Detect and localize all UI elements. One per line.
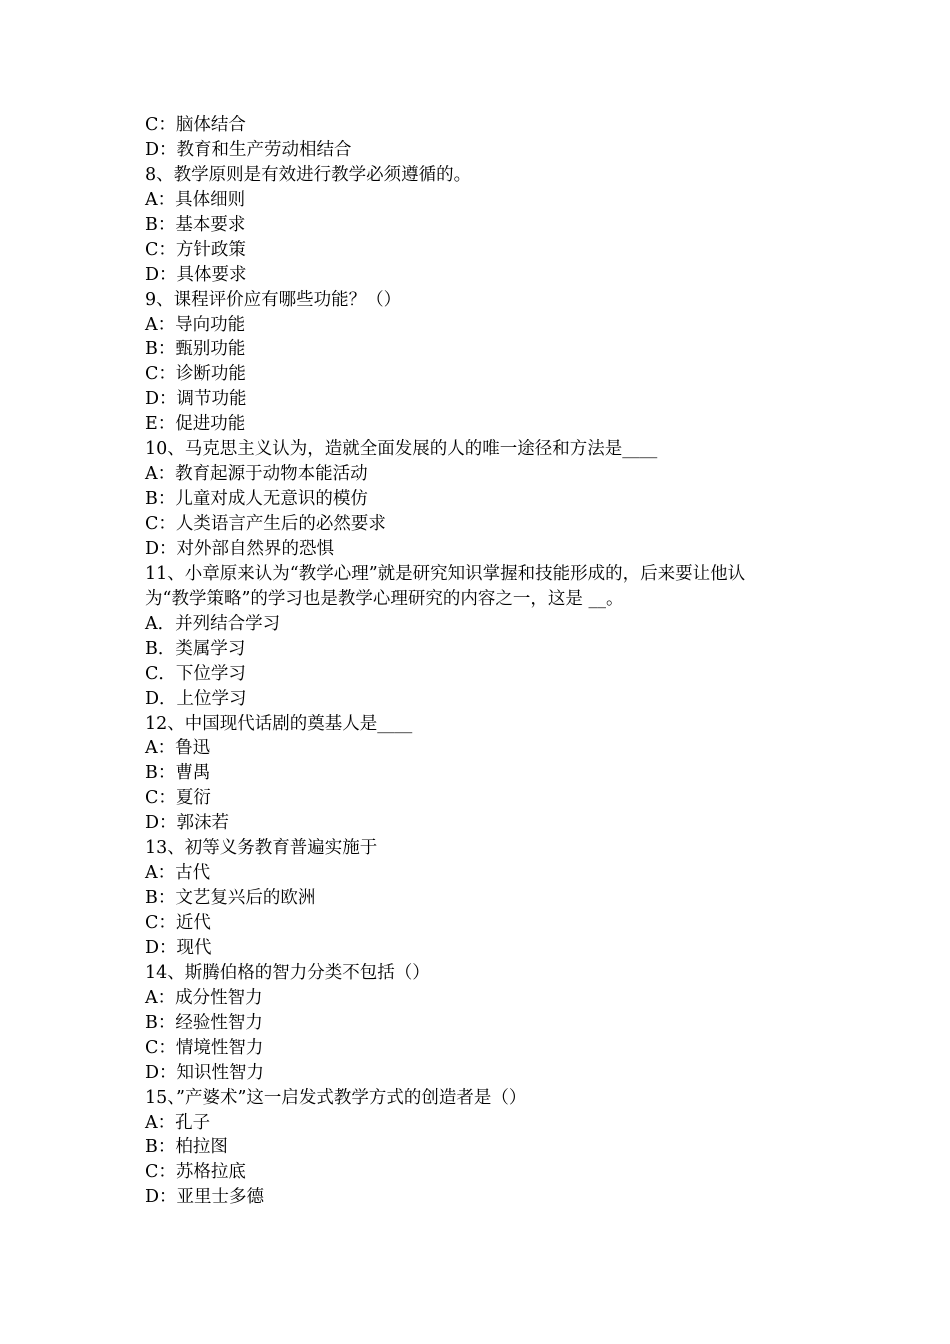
option-line: D：调节功能 (145, 389, 247, 410)
option-line: B：经验性智力 (145, 1012, 263, 1033)
option-line: D：知识性智力 (145, 1062, 265, 1083)
option-line: C：苏格拉底 (145, 1162, 246, 1183)
option-line: D：郭沫若 (145, 813, 230, 834)
option-line: D：对外部自然界的恐惧 (145, 538, 335, 559)
option-line: A：鲁迅 (145, 738, 211, 759)
option-line: C：脑体结合 (145, 115, 246, 135)
question-15: 15、”产婆术”这一启发式教学方式的创造者是（） (145, 1087, 527, 1108)
option-line: A：成分性智力 (145, 987, 263, 1008)
option-line: A．并列结合学习 (145, 613, 281, 634)
document-body (145, 113, 815, 1210)
question-9: 9、课程评价应有哪些功能？（） (145, 289, 402, 310)
option-line: C：人类语言产生后的必然要求 (145, 514, 386, 534)
option-line: C．下位学习 (145, 663, 246, 684)
option-line: C：方针政策 (145, 239, 246, 260)
option-line: C：夏衍 (145, 788, 211, 809)
question-10: 10、马克思主义认为，造就全面发展的人的唯一途径和方法是____ (145, 439, 658, 460)
question-12: 12、中国现代话剧的奠基人是____ (145, 713, 413, 734)
question-11-line-1: 11、小章原来认为“教学心理”就是研究知识掌握和技能形成的，后来要让他认 (145, 563, 746, 584)
question-13: 13、初等义务教育普遍实施于 (145, 838, 378, 859)
option-line: D：教育和生产劳动相结合 (145, 139, 352, 160)
question-11-line-2: 为“教学策略”的学习也是教学心理研究的内容之一，这是 __。 (145, 588, 624, 609)
option-line: A：具体细则 (145, 189, 246, 210)
option-line: B．类属学习 (145, 638, 246, 659)
option-line: D：现代 (145, 937, 212, 958)
option-line: B：甄别功能 (145, 339, 246, 360)
option-line: B：曹禺 (145, 763, 211, 784)
option-line: B：柏拉图 (145, 1137, 228, 1158)
option-line: C：情境性智力 (145, 1037, 264, 1058)
option-line: D：具体要求 (145, 264, 247, 285)
option-line: C：近代 (145, 913, 211, 933)
option-line: A：教育起源于动物本能活动 (145, 464, 368, 485)
question-14: 14、斯腾伯格的智力分类不包括（） (145, 962, 430, 983)
option-line: A：古代 (145, 863, 211, 884)
option-line: E：促进功能 (145, 414, 246, 435)
question-8: 8、教学原则是有效进行教学必须遵循的。 (145, 164, 472, 185)
option-line: D．上位学习 (145, 688, 247, 709)
option-line: C：诊断功能 (145, 364, 246, 385)
option-line: B：基本要求 (145, 214, 246, 235)
option-line: A：导向功能 (145, 314, 246, 335)
option-line: B：文艺复兴后的欧洲 (145, 888, 316, 909)
option-line: A：孔子 (145, 1112, 211, 1133)
option-line: D：亚里士多德 (145, 1187, 265, 1208)
option-line: B：儿童对成人无意识的模仿 (145, 489, 368, 510)
